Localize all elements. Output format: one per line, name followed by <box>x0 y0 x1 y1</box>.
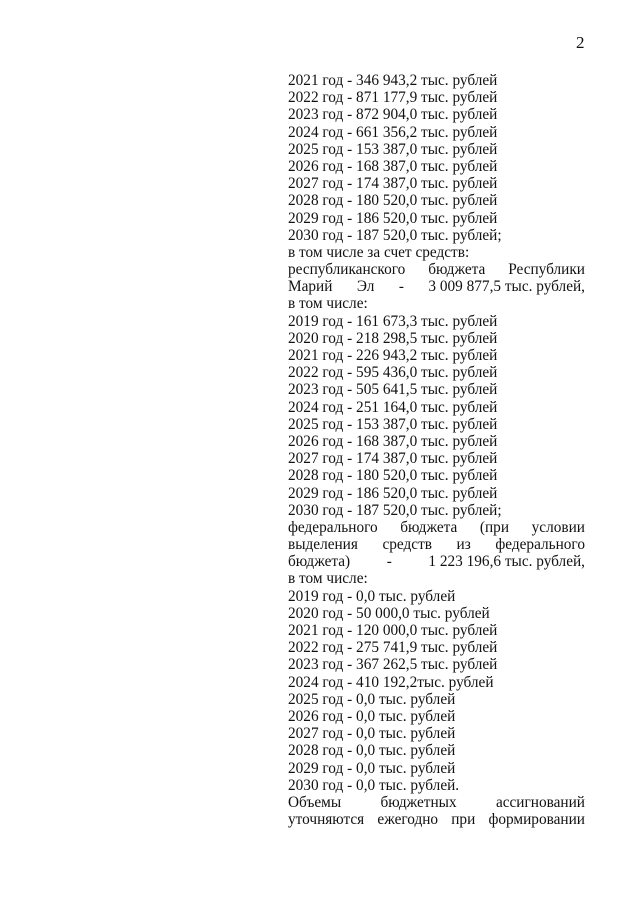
word: бюджета <box>428 261 486 279</box>
justified-line <box>288 553 585 570</box>
federal-funding-by-year <box>288 588 585 794</box>
text-line: 2029 год - 186 520,0 тыс. рублей <box>288 484 498 502</box>
text-line: 2023 год - 505 641,5 тыс. рублей <box>288 381 498 399</box>
text-line: 2021 год - 226 943,2 тыс. рублей <box>288 347 498 364</box>
text-line: 2026 год - 0,0 тыс. рублей <box>288 707 456 725</box>
word: (при <box>479 518 510 536</box>
word: Эл <box>356 278 375 296</box>
justified-line <box>288 261 585 278</box>
word: ассигнований <box>495 793 585 811</box>
text-line: 2021 год - 346 943,2 тыс. рублей <box>288 72 498 89</box>
text-line: 2019 год - 0,0 тыс. рублей <box>288 587 456 605</box>
text-line: 2026 год - 168 387,0 тыс. рублей <box>288 157 498 175</box>
text-line: 2030 год - 187 520,0 тыс. рублей; <box>288 501 502 519</box>
text-line: 2024 год - 251 164,0 тыс. рублей <box>288 398 498 416</box>
word: формировании <box>488 811 585 829</box>
text-line: 2030 год - 0,0 тыс. рублей. <box>288 776 460 794</box>
text-line: 2021 год - 120 000,0 тыс. рублей <box>288 622 498 639</box>
text-line: 2030 год - 187 520,0 тыс. рублей; <box>288 226 502 244</box>
text-line: 2022 год - 275 741,9 тыс. рублей <box>288 639 498 657</box>
text-line: 2027 год - 174 387,0 тыс. рублей <box>288 450 498 468</box>
text-line: 2025 год - 0,0 тыс. рублей <box>288 690 456 708</box>
justified-line <box>288 278 585 295</box>
text-line: 2027 год - 174 387,0 тыс. рублей <box>288 175 498 193</box>
justified-line <box>288 519 585 536</box>
budget-text-column <box>288 72 585 828</box>
word: федерального <box>288 518 378 536</box>
word: из <box>456 536 471 554</box>
word: 3 009 877,5 тыс. рублей, <box>428 278 585 296</box>
text-line: 2028 год - 180 520,0 тыс. рублей <box>288 467 498 485</box>
word: федерального <box>495 536 585 554</box>
word: бюджета <box>400 518 458 536</box>
text-line: 2024 год - 661 356,2 тыс. рублей <box>288 123 498 141</box>
text-line: 2019 год - 161 673,3 тыс. рублей <box>288 312 498 330</box>
text-line: 2028 год - 0,0 тыс. рублей <box>288 742 456 760</box>
word: - <box>386 553 392 571</box>
text-line: в том числе за счет средств: <box>288 243 470 261</box>
word: выделения <box>288 536 358 554</box>
text-line: в том числе: <box>288 570 368 588</box>
word: при <box>451 811 476 829</box>
text-line: 2025 год - 153 387,0 тыс. рублей <box>288 140 498 158</box>
text-line: в том числе: <box>288 295 368 313</box>
republican-funding-by-year <box>288 313 585 519</box>
text-line: 2029 год - 186 520,0 тыс. рублей <box>288 209 498 227</box>
text-line: 2022 год - 595 436,0 тыс. рублей <box>288 364 498 382</box>
word: республиканского <box>288 261 406 279</box>
word: 1 223 196,6 тыс. рублей, <box>428 553 585 571</box>
text-line: 2028 год - 180 520,0 тыс. рублей <box>288 192 498 210</box>
text-line: 2023 год - 872 904,0 тыс. рублей <box>288 106 498 124</box>
total-funding-by-year <box>288 72 585 261</box>
justified-line <box>288 794 585 811</box>
word: Республики <box>508 261 585 279</box>
page-number: 2 <box>576 33 585 52</box>
text-line: 2023 год - 367 262,5 тыс. рублей <box>288 656 498 674</box>
word: средств <box>382 536 432 554</box>
text-line: 2024 год - 410 192,2тыс. рублей <box>288 673 494 691</box>
text-line: 2026 год - 168 387,0 тыс. рублей <box>288 432 498 450</box>
text-line: 2020 год - 218 298,5 тыс. рублей <box>288 329 498 347</box>
text-line: 2027 год - 0,0 тыс. рублей <box>288 725 456 743</box>
word: условии <box>531 518 585 536</box>
text-line: 2025 год - 153 387,0 тыс. рублей <box>288 415 498 433</box>
word: Марий <box>288 278 333 296</box>
word: - <box>398 278 404 296</box>
word: Объемы <box>288 793 342 811</box>
republican-budget-heading <box>288 261 585 313</box>
justified-line <box>288 536 585 553</box>
federal-budget-heading <box>288 519 585 588</box>
text-line: 2020 год - 50 000,0 тыс. рублей <box>288 604 490 622</box>
word: бюджетных <box>380 793 457 811</box>
justified-line <box>288 811 585 828</box>
text-line: 2029 год - 0,0 тыс. рублей <box>288 759 456 777</box>
word: бюджета) <box>288 553 351 571</box>
word: уточняются <box>288 811 365 829</box>
closing-paragraph <box>288 794 585 828</box>
word: ежегодно <box>377 811 439 829</box>
text-line: 2022 год - 871 177,9 тыс. рублей <box>288 89 498 107</box>
